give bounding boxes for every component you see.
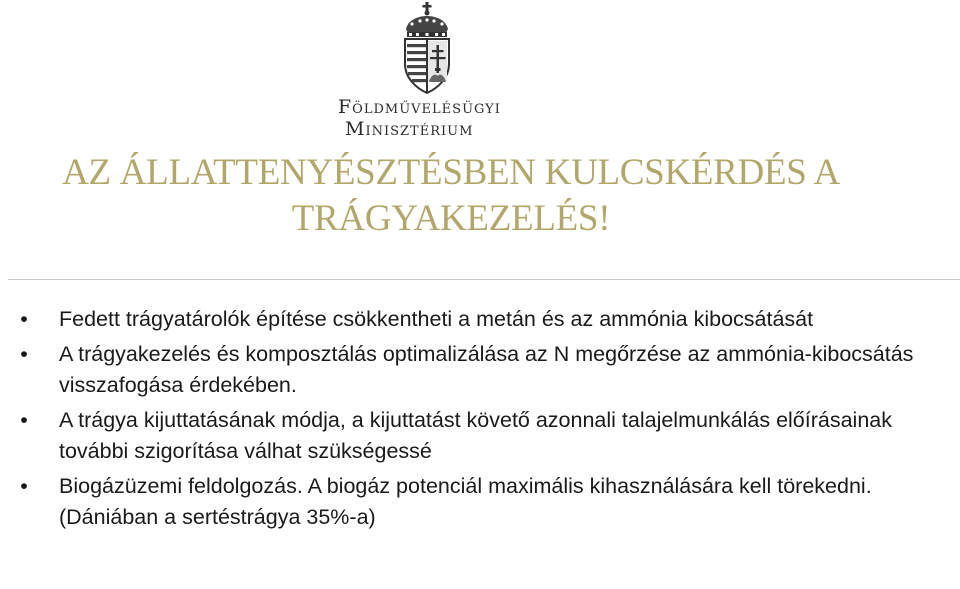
ministry-name [338,96,578,140]
bullet-text: A trágya kijuttatásának módja, a kijuttatást követő azonnali talajelmunkálás előírásainak további szigorítása válhat szükségessé [59,408,892,463]
bullet-list [14,304,954,537]
bullet-text: Biogázüzemi feldolgozás. A biogáz potenciál maximális kihasználására kell törekedni. (Dániában a sertéstrágya 35%-a) [59,474,872,529]
bullet-dot-icon: • [20,307,28,331]
bullet-item [14,471,954,533]
bullet-dot-icon: • [20,474,28,498]
slide-title [0,150,902,242]
bullet-text: A trágyakezelés és komposztálás optimalizálása az N megőrzése az ammónia-kibocsátás visszafogása érdekében. [59,342,914,397]
bullet-item [14,304,954,335]
bullet-dot-icon: • [20,408,28,432]
bullet-text: Fedett trágyatárolók építése csökkentheti a metán és az ammónia kibocsátását [59,307,814,331]
slide-title-line2: TRÁGYAKEZELÉS! [291,198,611,239]
title-divider [8,279,960,280]
bullet-item [14,405,954,467]
hungarian-coat-of-arms-icon [396,2,458,94]
bullet-dot-icon: • [20,342,28,366]
bullet-item [14,339,954,401]
ministry-name-line1: Földművelésügyi [338,96,501,118]
ministry-name-line2: Minisztérium [345,118,474,140]
slide-title-line1: AZ ÁLLATTENYÉSZTÉSBEN KULCSKÉRDÉS A [62,152,840,193]
